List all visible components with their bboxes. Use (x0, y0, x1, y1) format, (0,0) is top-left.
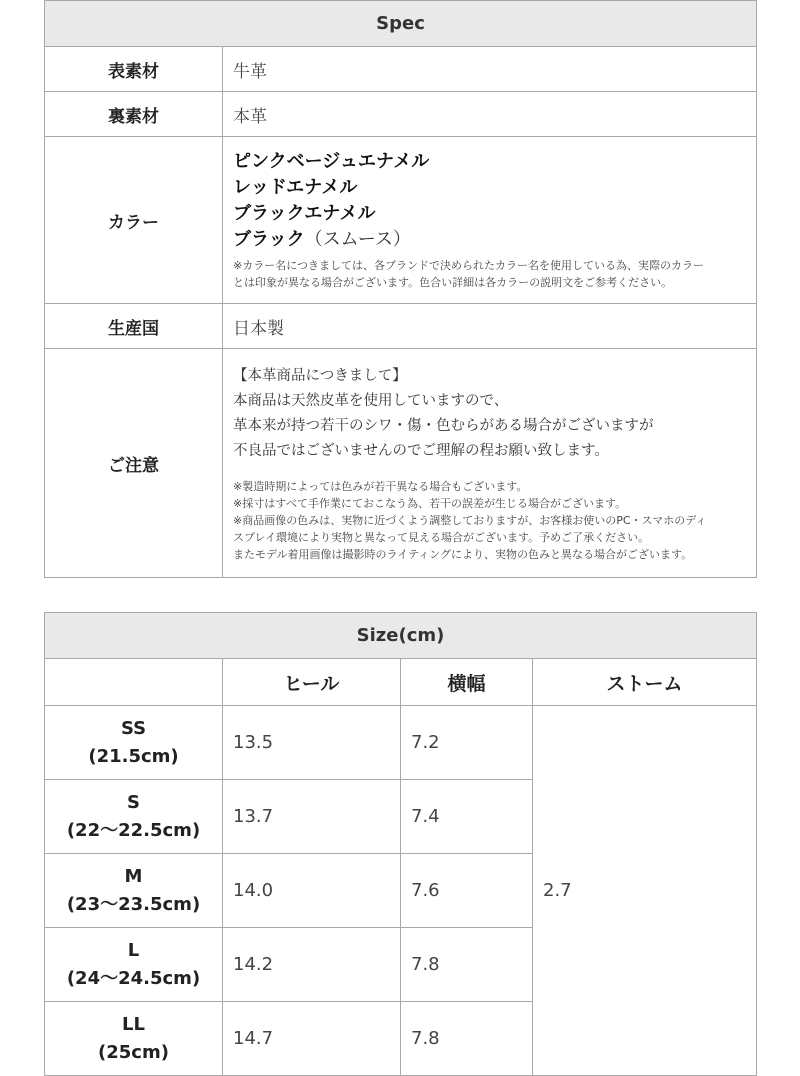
caution-notes (233, 478, 756, 563)
heel-value: 14.2 (223, 928, 401, 1002)
size-name: SS (120, 717, 147, 739)
inner-material-label: 裏素材 (45, 92, 223, 137)
size-header-empty (45, 659, 223, 706)
caution-value (223, 349, 757, 578)
size-range: (25cm) (98, 1041, 169, 1063)
caution-note-line: ※採寸はすべて手作業にておこなう為、若干の誤差が生じる場合がございます。 (233, 496, 627, 510)
caution-label: ご注意 (45, 349, 223, 578)
color-name: レッドエナメル (233, 177, 358, 198)
size-name: L (127, 939, 140, 961)
storm-value: 2.7 (533, 706, 757, 1076)
caution-line: 革本来が持つ若干のシワ・傷・色むらがある場合がございますが (233, 417, 654, 434)
size-name: LL (122, 1013, 145, 1035)
heel-value: 13.5 (223, 706, 401, 780)
heel-value: 13.7 (223, 780, 401, 854)
size-title: Size(cm) (45, 613, 757, 659)
caution-line: 本商品は天然皮革を使用していますので、 (233, 392, 509, 409)
caution-line: 【本革商品につきまして】 (233, 367, 407, 384)
spec-table (44, 0, 757, 578)
size-label (45, 928, 223, 1002)
color-name (233, 227, 756, 253)
size-table (44, 612, 757, 1076)
size-label (45, 780, 223, 854)
heel-header: ヒール (223, 659, 401, 706)
caution-note-line: ※製造時期によっては色みが若干異なる場合もございます。 (233, 479, 528, 493)
size-range: (24～24.5cm) (66, 967, 201, 989)
spec-row-color (45, 137, 757, 304)
color-name: ピンクベージュエナメル (233, 151, 430, 172)
size-range: (22～22.5cm) (66, 819, 201, 841)
size-range: (21.5cm) (88, 745, 179, 767)
color-name-suffix: （スムース） (304, 229, 411, 250)
heel-value: 14.7 (223, 1002, 401, 1076)
width-value: 7.4 (401, 780, 533, 854)
origin-label: 生産国 (45, 304, 223, 349)
inner-material-value: 本革 (223, 92, 757, 137)
size-label (45, 706, 223, 780)
width-value: 7.6 (401, 854, 533, 928)
color-name: ブラックエナメル (233, 203, 376, 224)
color-name-bold: ブラック (233, 229, 305, 250)
width-value: 7.8 (401, 1002, 533, 1076)
origin-value: 日本製 (223, 304, 757, 349)
caution-note-line: またモデル着用画像は撮影時のライティングにより、実物の色みと異なる場合がございます。 (233, 547, 693, 561)
spec-row-outer-material (45, 47, 757, 92)
caution-line: 不良品ではございませんのでご理解の程お願い致します。 (233, 442, 609, 459)
spec-row-inner-material (45, 92, 757, 137)
width-value: 7.2 (401, 706, 533, 780)
width-header: 横幅 (401, 659, 533, 706)
size-name: S (127, 791, 140, 813)
size-row-ss (45, 706, 757, 780)
spec-row-origin (45, 304, 757, 349)
size-label (45, 854, 223, 928)
color-label: カラー (45, 137, 223, 304)
spec-row-caution (45, 349, 757, 578)
color-note (233, 257, 756, 291)
color-note-line: とは印象が異なる場合がございます。色合い詳細は各カラーの説明文をご参考ください。 (233, 276, 673, 289)
storm-header: ストーム (533, 659, 757, 706)
color-note-line: ※カラー名につきましては、各ブランドで決められたカラー名を使用している為、実際のカラー (233, 259, 704, 272)
size-header-row (45, 659, 757, 706)
color-value (223, 137, 757, 304)
heel-value: 14.0 (223, 854, 401, 928)
size-label (45, 1002, 223, 1076)
caution-note-line: ※商品画像の色みは、実物に近づくよう調整しておりますが、お客様お使いのPC・スマホのディ (233, 513, 707, 527)
outer-material-label: 表素材 (45, 47, 223, 92)
width-value: 7.8 (401, 928, 533, 1002)
size-name: M (124, 865, 143, 887)
caution-note-line: スプレイ環境により実物と異なって見える場合がございます。予めご了承ください。 (233, 530, 650, 544)
outer-material-value: 牛革 (223, 47, 757, 92)
spec-title: Spec (45, 1, 757, 47)
size-range: (23～23.5cm) (66, 893, 201, 915)
